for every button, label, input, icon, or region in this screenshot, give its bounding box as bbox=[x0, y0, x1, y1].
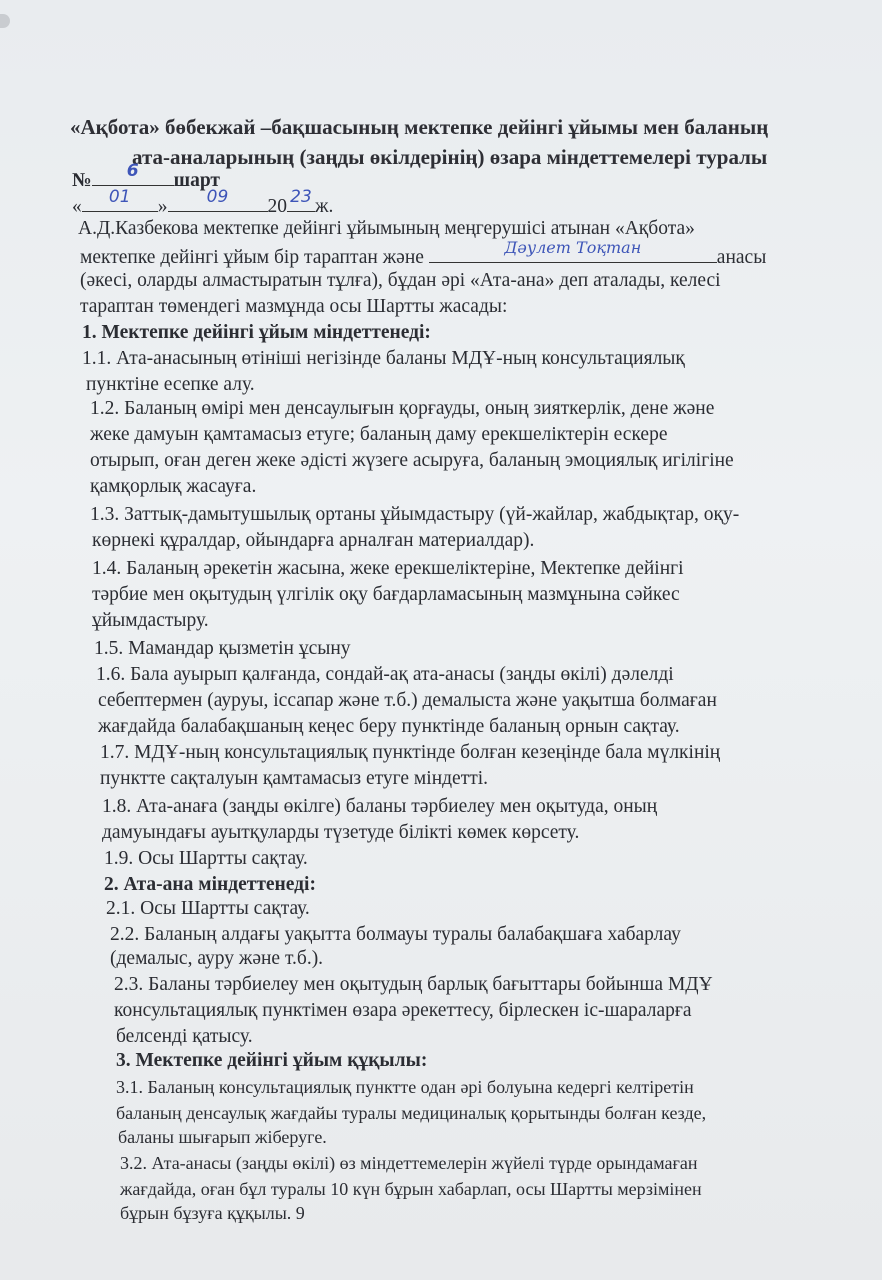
clause-line: жағдайда, оған бұл туралы 10 күн бұрын хабарлап, осы Шартты мерзімінен bbox=[120, 1179, 702, 1199]
clause-line: (демалыс, ауру және т.б.). bbox=[110, 948, 324, 969]
clause-line: белсенді қатысу. bbox=[116, 1026, 253, 1047]
intro-line-2-start: мектепке дейінгі ұйым бір тараптан және bbox=[80, 247, 424, 268]
clause-line: жеке дамуын қамтамасыз етуге; баланың даму ерекшеліктерін ескере bbox=[90, 424, 668, 445]
day-blank bbox=[82, 187, 158, 212]
clause-line: 1.1. Ата-анасының өтініші негізінде баланы МДҰ-ның консультациялық bbox=[82, 348, 685, 369]
clause-line: 1.4. Баланың әрекетін жасына, жеке ерекшеліктеріне, Мектепке дейінгі bbox=[92, 558, 684, 579]
intro-line-1: А.Д.Казбекова мектепке дейінгі ұйымының меңгерушісі атынан «Ақбота» bbox=[78, 218, 695, 239]
clause-line: дамуындағы ауытқуларды түзетуде білікті көмек көрсету. bbox=[102, 822, 580, 843]
clause-line: жағдайда балабақшаның кеңес беру пунктінде баланың орнын сақтау. bbox=[98, 716, 680, 737]
title-line-2: ата-аналарының (заңды өкілдерінің) өзара міндеттемелері туралы bbox=[132, 145, 768, 169]
intro-line-3: (әкесі, оларды алмастыратын тұлға), бұдан әрі «Ата-ана» деп аталады, келесі bbox=[80, 270, 721, 291]
punch-hole bbox=[0, 14, 10, 28]
clause-line: консультациялық пунктімен өзара әрекеттесу, бірлескен іс-шараларға bbox=[114, 1000, 692, 1021]
clause-line: 2.2. Баланың алдағы уақытта болмауы туралы балабақшаға хабарлау bbox=[110, 924, 681, 945]
clause-line: 1.8. Ата-анаға (заңды өкілге) баланы тәрбиелеу мен оқытуда, оның bbox=[102, 796, 658, 817]
handwritten-parent-name: Дәулет Тоқтан bbox=[504, 238, 642, 257]
clause-line: баланың денсаулық жағдайы туралы медициналық қорытынды болған кезде, bbox=[116, 1103, 707, 1123]
contract-word: шарт bbox=[173, 170, 220, 191]
handwritten-number: 6 bbox=[126, 161, 139, 181]
clause-line: тәрбие мен оқытудың үлгілік оқу бағдарламасының мазмұнына сәйкес bbox=[92, 584, 680, 605]
clause-line: себептермен (ауруы, іссапар және т.б.) демалыста және уақытша болмаған bbox=[98, 690, 717, 711]
clause-line: 1.3. Заттық-дамытушылық ортаны ұйымдастыру (үй-жайлар, жабдықтар, оқу- bbox=[90, 504, 740, 525]
number-sign: № bbox=[72, 170, 92, 191]
section-heading: 1. Мектепке дейінгі ұйым міндеттенеді: bbox=[82, 322, 431, 343]
clause-line: 1.9. Осы Шартты сақтау. bbox=[104, 848, 308, 869]
clause-line: 2.3. Баланы тәрбиелеу мен оқытудың барлық бағыттары бойынша МДҰ bbox=[114, 974, 713, 995]
handwritten-year: 23 bbox=[290, 187, 312, 207]
clause-line: отырып, оған деген жеке әдісті жүзеге асыруға, баланың эмоциялық игілігіне bbox=[90, 450, 734, 471]
month-blank bbox=[168, 187, 268, 212]
clause-line: 1.6. Бала ауырып қалғанда, сондай-ақ ата-анасы (заңды өкілі) дәлелді bbox=[96, 664, 674, 685]
title-line-1: «Ақбота» бөбекжай –бақшасының мектепке дейінгі ұйымы мен баланың bbox=[70, 115, 769, 139]
clause-line: 3.1. Баланың консультациялық пунктте одан әрі болуына кедергі келтіретін bbox=[116, 1077, 694, 1097]
clause-line: 1.7. МДҰ-ның консультациялық пунктінде болған кезеңінде бала мүлкінің bbox=[100, 742, 721, 763]
clause-line: 1.5. Мамандар қызметін ұсыну bbox=[94, 638, 351, 659]
clause-line: қамқорлық жасауға. bbox=[90, 476, 257, 497]
handwritten-month: 09 bbox=[206, 187, 229, 207]
handwritten-day: 01 bbox=[108, 187, 131, 207]
parent-name-blank bbox=[429, 238, 717, 263]
intro-line-2-end: анасы bbox=[716, 247, 767, 268]
section-heading: 2. Ата-ана міндеттенеді: bbox=[104, 874, 316, 895]
clause-line: 1.2. Баланың өмірі мен денсаулығын қорғауды, оның зияткерлік, дене және bbox=[90, 398, 715, 419]
clause-line: пунктте сақталуын қамтамасыз етуге міндетті. bbox=[100, 768, 489, 789]
clause-line: пунктіне есепке алу. bbox=[86, 374, 255, 395]
clause-line: баланы шығарып жіберуге. bbox=[118, 1127, 327, 1147]
date-quote-open: « bbox=[72, 196, 82, 217]
clause-line: 3.2. Ата-анасы (заңды өкілі) өз міндеттемелерін жүйелі түрде орындамаған bbox=[120, 1153, 698, 1173]
year-blank bbox=[287, 187, 315, 212]
intro-line-2 bbox=[80, 238, 767, 271]
intro-line-4: тараптан төмендегі мазмұнда осы Шартты жасады: bbox=[80, 296, 508, 317]
section-heading: 3. Мектепке дейінгі ұйым құқылы: bbox=[116, 1050, 428, 1071]
clause-line: көрнекі құралдар, ойындарға арналған материалдар). bbox=[92, 530, 535, 551]
clause-line: ұйымдастыру. bbox=[92, 610, 209, 631]
clause-line: бұрын бұзуға құқылы. 9 bbox=[120, 1203, 305, 1223]
clause-line: 2.1. Осы Шартты сақтау. bbox=[106, 898, 310, 919]
year-prefix: 20 bbox=[267, 196, 287, 217]
document-title bbox=[70, 112, 860, 172]
date-quote-close: » bbox=[157, 196, 168, 217]
year-suffix: ж. bbox=[315, 196, 334, 217]
